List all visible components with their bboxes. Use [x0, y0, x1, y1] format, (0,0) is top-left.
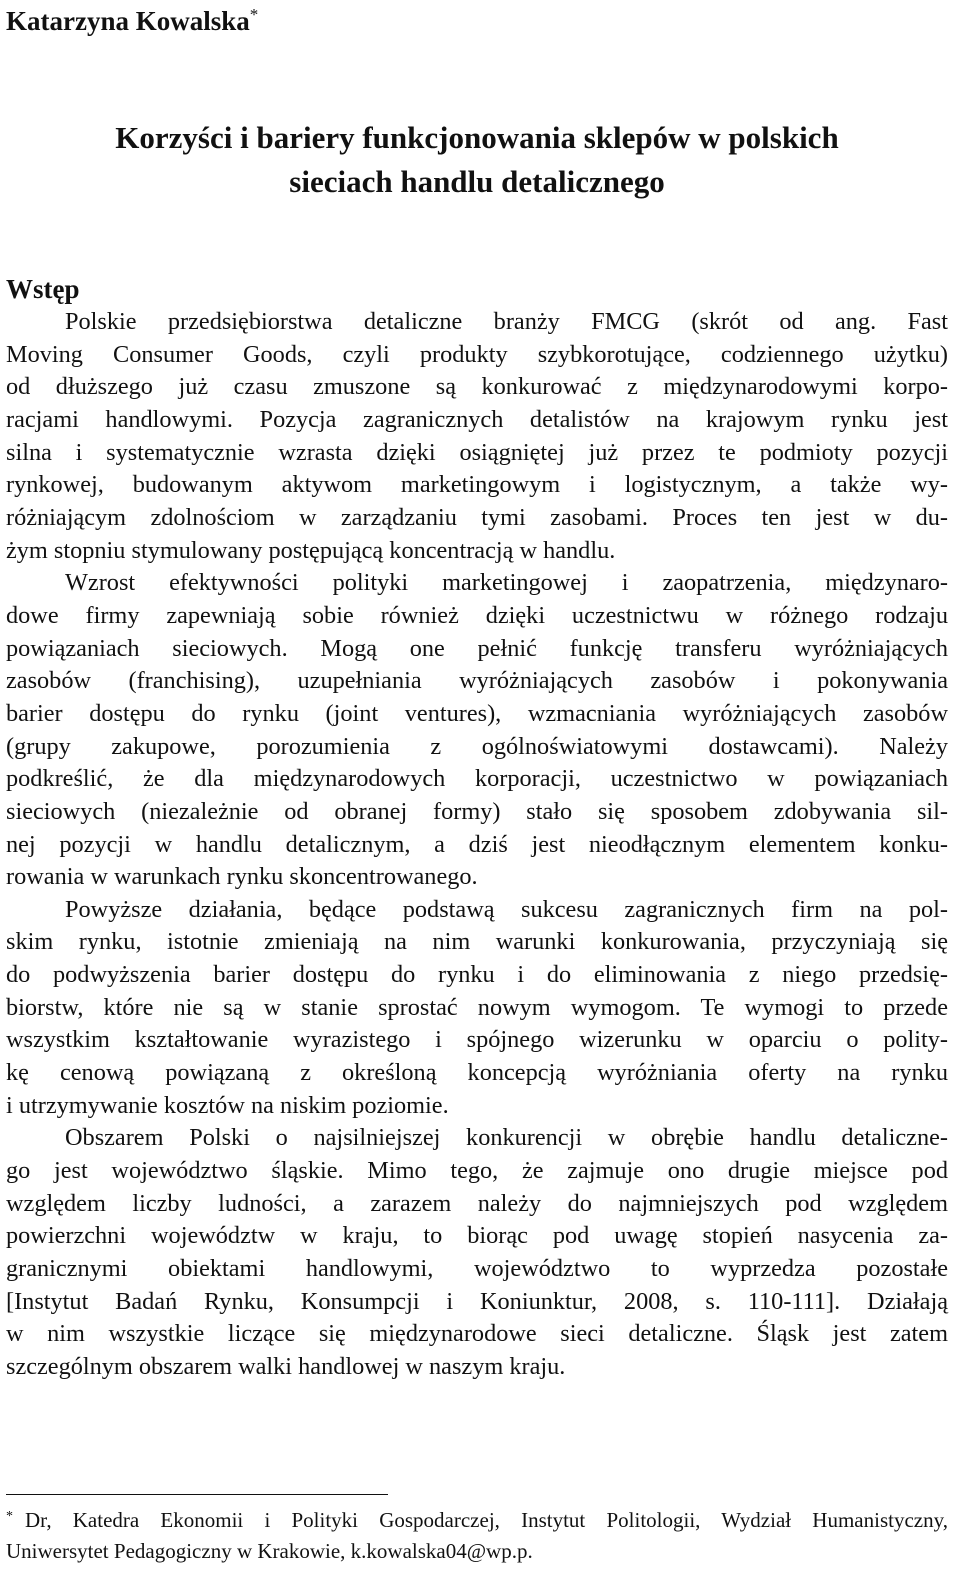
author-footnote-mark: * — [249, 5, 259, 24]
footnote — [6, 1505, 948, 1567]
text-line: zasobów (franchising), uzupełniania wyróżniających zasobów i pokonywania — [6, 667, 948, 695]
text-line: żym stopniu stymulowany postępującą koncentracją w handlu. — [6, 536, 616, 564]
text-line: go jest województwo śląskie. Mimo tego, że zajmuje ono drugie miejsce pod — [6, 1157, 948, 1185]
text-line: i utrzymywanie kosztów na niskim poziomie. — [6, 1091, 449, 1119]
text-line: Moving Consumer Goods, czyli produkty szybkorotujące, codziennego użytku) — [6, 340, 948, 368]
text-line: Wzrost efektywności polityki marketingowej i zaopatrzenia, międzynaro- — [65, 569, 948, 597]
footnote-line-2: Uniwersytet Pedagogiczny w Krakowie, k.kowalska04@wp.p. — [6, 1539, 533, 1563]
footnote-separator — [6, 1494, 388, 1495]
text-line: dowe firmy zapewniają sobie również dzięki uczestnictwu w różnego rodzaju — [6, 601, 948, 629]
text-line: Powyższe działania, będące podstawą sukcesu zagranicznych firm na pol- — [65, 895, 948, 923]
text-line: szczególnym obszarem walki handlowej w naszym kraju. — [6, 1353, 566, 1380]
text-line: różniającym zdolnościom w zarządzaniu tymi zasobami. Proces ten jest w du- — [6, 503, 948, 531]
text-line: barier dostępu do rynku (joint ventures), wzmacniania wyróżniających zasobów — [6, 699, 948, 727]
article-title-line-2: sieciach handlu detalicznego — [289, 164, 665, 199]
text-line: racjami handlowymi. Pozycja zagranicznych detalistów na krajowym rynku jest — [6, 405, 948, 433]
text-line: w nim wszystkie liczące się międzynarodowe sieci detaliczne. Śląsk jest zatem — [6, 1320, 948, 1348]
body-text — [6, 306, 948, 1384]
text-line: sieciowych (niezależnie od obranej formy) stało się sposobem zdobywania sil- — [6, 797, 948, 825]
paragraph-3 — [6, 894, 948, 1123]
text-line: silna i systematycznie wzrasta dzięki osiągniętej już przez te podmioty pozycji — [6, 438, 948, 466]
text-line: do podwyższenia barier dostępu do rynku i do eliminowania z niego przedsię- — [6, 961, 948, 989]
author-name-text: Katarzyna Kowalska — [6, 6, 250, 36]
text-line: rynkowej, budowanym aktywom marketingowym i logistycznym, a także wy- — [6, 471, 948, 499]
text-line: granicznymi obiektami handlowymi, województwo to wyprzedza pozostałe — [6, 1255, 948, 1283]
text-line: Obszarem Polski o najsilniejszej konkurencji w obrębie handlu detaliczne- — [65, 1124, 948, 1152]
footnote-mark: * — [6, 1509, 13, 1524]
text-line: podkreślić, że dla międzynarodowych korporacji, uczestnictwo w powiązaniach — [6, 765, 948, 793]
text-line: skim rynku, istotnie zmieniają na nim warunki konkurowania, przyczyniają się — [6, 928, 948, 956]
text-line: względem liczby ludności, a zarazem należy do najmniejszych pod względem — [6, 1189, 948, 1217]
footnote-text-1: Dr, Katedra Ekonomii i Polityki Gospodarczej, Instytut Politologii, Wydział Humanistyczny, — [25, 1508, 948, 1532]
paragraph-4 — [6, 1122, 948, 1383]
paragraph-1 — [6, 306, 948, 567]
footnote-line-1 — [6, 1505, 948, 1536]
text-line: kę cenową powiązaną z określoną koncepcją wyróżniania oferty na rynku — [6, 1059, 948, 1087]
paragraph-2 — [6, 567, 948, 894]
text-line: rowania w warunkach rynku skoncentrowanego. — [6, 863, 478, 891]
text-line: wszystkim kształtowanie wyrazistego i spójnego wizerunku w oparciu o polity- — [6, 1026, 948, 1054]
text-line: Polskie przedsiębiorstwa detaliczne branży FMCG (skrót od ang. Fast — [65, 308, 948, 335]
article-title — [6, 116, 948, 204]
author-name — [6, 4, 258, 38]
text-line: [Instytut Badań Rynku, Konsumpcji i Koniunktur, 2008, s. 110-111]. Działają — [6, 1287, 948, 1315]
section-heading: Wstęp — [6, 274, 80, 304]
text-line: powiązaniach sieciowych. Mogą one pełnić funkcję transferu wyróżniających — [6, 634, 948, 662]
article-title-line-1: Korzyści i bariery funkcjonowania sklepów w polskich — [115, 120, 839, 155]
text-line: powierzchni województw w kraju, to biorąc pod uwagę stopień nasycenia za- — [6, 1222, 948, 1250]
text-line: (grupy zakupowe, porozumienia z ogólnoświatowymi dostawcami). Należy — [6, 732, 948, 760]
text-line: nej pozycji w handlu detalicznym, a dziś jest nieodłącznym elementem konku- — [6, 830, 948, 858]
text-line: biorstw, które nie są w stanie sprostać nowym wymogom. Te wymogi to przede — [6, 993, 948, 1021]
text-line: od dłuższego już czasu zmuszone są konkurować z międzynarodowymi korpo- — [6, 373, 948, 401]
